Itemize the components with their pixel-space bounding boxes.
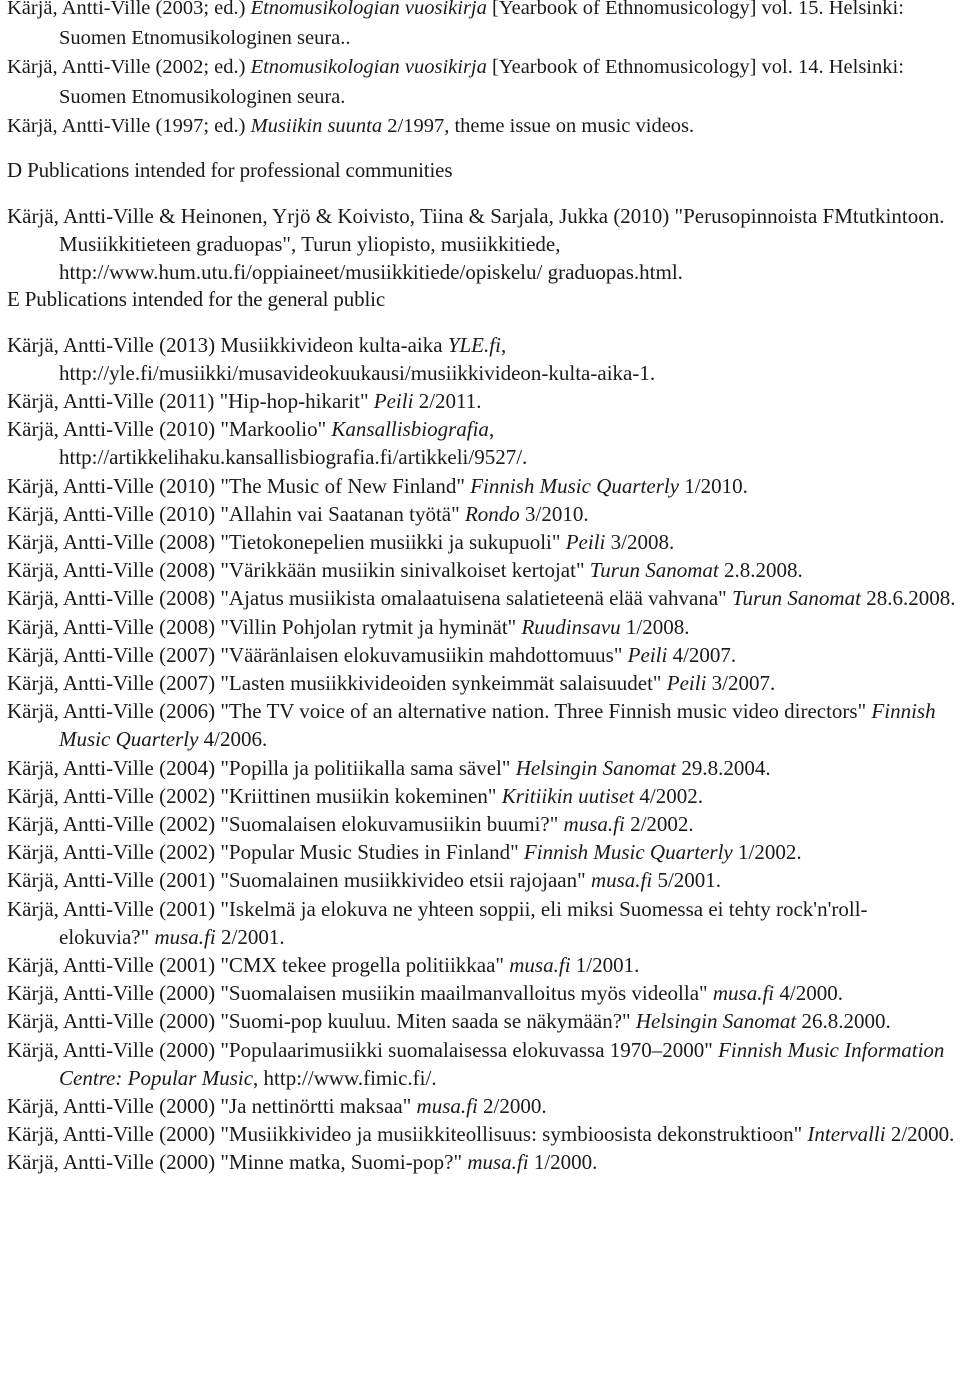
bibliography-entry: [7, 1007, 956, 1035]
entry-source-title: musa.fi: [712, 981, 775, 1006]
entry-source-title: musa.fi: [563, 812, 625, 837]
entry-source-title: Turun Sanomat: [589, 558, 719, 583]
entry-citation: Kärjä, Antti-Ville (2001) "Iskelmä ja elokuva ne yhteen soppii, eli miksi Suomessa ei tehty rock'n'roll-elokuvia?": [7, 896, 868, 949]
bibliography-list-top: [7, 0, 956, 142]
entry-citation: Kärjä, Antti-Ville (2008) "Värikkään musiikin sinivalkoiset kertojat": [7, 558, 590, 583]
entry-issue: 4/2002.: [634, 783, 703, 808]
entry-source-title: Etnomusikologian vuosikirja: [250, 0, 487, 19]
bibliography-entry: [7, 202, 956, 287]
entry-citation: Kärjä, Antti-Ville (2000) "Suomi-pop kuuluu. Miten saada se näkymään?": [7, 1009, 636, 1034]
entry-citation: Kärjä, Antti-Ville (2010) "Markoolio": [7, 417, 332, 442]
entry-citation: Kärjä, Antti-Ville (2000) "Minne matka, Suomi-pop?": [7, 1150, 468, 1175]
section-d-heading: D Publications intended for professional communities: [7, 157, 453, 182]
bibliography-entry: [7, 331, 956, 387]
entry-issue: , http://www.fimic.fi/.: [253, 1065, 437, 1090]
entry-source-title: Finnish Music Quarterly: [470, 473, 680, 498]
entry-issue: 1/2001.: [570, 953, 640, 978]
bibliography-entry: [7, 641, 956, 669]
entry-citation: Kärjä, Antti-Ville (2002) "Popular Music Studies in Finland": [7, 840, 524, 865]
entry-issue: 3/2008.: [605, 530, 675, 554]
entry-issue: 28.6.2008.: [860, 586, 956, 611]
entry-citation: Kärjä, Antti-Ville (2000) "Ja nettinörtti maksaa": [7, 1094, 417, 1119]
entry-issue: 1/2008.: [620, 614, 690, 639]
bibliography-entry: [7, 1120, 956, 1148]
entry-citation: Kärjä, Antti-Ville (2002) "Suomalaisen elokuvamusiikin buumi?": [7, 812, 564, 837]
entry-citation: Kärjä, Antti-Ville (2010) "Allahin vai Saatanan työtä": [7, 501, 465, 526]
entry-issue: , http://yle.fi/musiikki/musavideokuukausi/musiikkivideon-kulta-aika-1.: [59, 332, 656, 385]
entry-issue: 2/2001.: [215, 924, 285, 949]
entry-issue: 1/2010.: [679, 473, 748, 498]
bibliography-entry: [7, 979, 956, 1007]
entry-issue: 4/2006.: [198, 727, 268, 752]
entry-citation: Kärjä, Antti-Ville (2008) "Villin Pohjolan rytmit ja hyminät": [7, 614, 522, 639]
entry-citation: Kärjä, Antti-Ville (2008) "Ajatus musiikista omalaatuisena salatieteenä elää vahvana": [7, 586, 732, 611]
entry-source-title: Intervalli: [807, 1122, 886, 1147]
entry-source-title: Ruudinsavu: [521, 614, 621, 639]
entry-source-title: Finnish Music Information Centre: Popular Music: [59, 1037, 945, 1090]
section-e-list: [7, 331, 956, 1177]
entry-issue: 3/2010.: [519, 501, 589, 526]
section-d-list: [7, 202, 956, 287]
entry-citation: Kärjä, Antti-Ville (2007) "Vääränlaisen elokuvamusiikin mahdottomuus": [7, 642, 628, 667]
entry-issue: 1/2000.: [528, 1150, 598, 1175]
entry-issue: [Yearbook of Ethnomusicology] vol. 14. Helsinki: Suomen Etnomusikologinen seura.: [59, 56, 904, 108]
entry-source-title: musa.fi: [590, 868, 653, 893]
entry-citation: Kärjä, Antti-Ville & Heinonen, Yrjö & Koivisto, Tiina & Sarjala, Jukka (2010) "Perusopinnoista FMtutkintoon. Musiikkitieteen graduopas", Turun yliopisto, musiikkitiede, http://www.hum.utu.fi/oppiaineet/musiikkitiede/opiskelu/ graduopas.html.: [7, 203, 945, 285]
entry-source-title: Turun Sanomat: [731, 586, 861, 611]
entry-citation: Kärjä, Antti-Ville (2002; ed.): [7, 56, 251, 79]
bibliography-entry: [7, 415, 956, 471]
entry-citation: Kärjä, Antti-Ville (2007) "Lasten musiikkivideoiden synkeimmät salaisuudet": [7, 671, 667, 696]
entry-issue: 5/2001.: [652, 868, 722, 893]
entry-source-title: Finnish Music Quarterly: [59, 699, 936, 752]
entry-issue: 2/2002.: [624, 812, 694, 837]
entry-citation: Kärjä, Antti-Ville (2001) "CMX tekee progella politiikkaa": [7, 953, 510, 978]
entry-issue: 4/2007.: [667, 642, 737, 667]
entry-source-title: Musiikin suunta: [250, 115, 383, 138]
entry-source-title: YLE.fi: [447, 332, 501, 357]
bibliography-entry: [7, 556, 956, 584]
bibliography-entry: [7, 387, 956, 415]
entry-citation: Kärjä, Antti-Ville (2003; ed.): [7, 0, 251, 19]
entry-source-title: Rondo: [464, 501, 520, 526]
entry-issue: 2.8.2008.: [718, 558, 803, 583]
entry-issue: 26.8.2000.: [796, 1009, 891, 1034]
entry-issue: 4/2000.: [774, 981, 843, 1006]
entry-citation: Kärjä, Antti-Ville (2011) "Hip-hop-hikarit": [7, 388, 374, 413]
entry-issue: , http://artikkelihaku.kansallisbiografia.fi/artikkeli/9527/.: [59, 417, 528, 470]
bibliography-entry: [7, 669, 956, 697]
entry-source-title: Kansallisbiografia: [331, 417, 489, 442]
bibliography-entry: [7, 1092, 956, 1120]
bibliography-entry: [7, 528, 956, 556]
bibliography-entry: [7, 472, 956, 500]
bibliography-entry: [7, 53, 956, 112]
entry-citation: Kärjä, Antti-Ville (2006) "The TV voice of an alternative nation. Three Finnish music video directors": [7, 699, 872, 724]
entry-citation: Kärjä, Antti-Ville (2000) "Suomalaisen musiikin maailmanvalloitus myös videolla": [7, 981, 713, 1006]
bibliography-entry: [7, 500, 956, 528]
entry-source-title: musa.fi: [416, 1094, 478, 1119]
entry-citation: Kärjä, Antti-Ville (2008) "Tietokonepelien musiikki ja sukupuoli": [7, 530, 566, 554]
bibliography-entry: [7, 838, 956, 866]
entry-issue: [Yearbook of Ethnomusicology] vol. 15. Helsinki: Suomen Etnomusikologinen seura..: [59, 0, 904, 49]
entry-source-title: Peili: [373, 388, 414, 413]
bibliography-entry: [7, 584, 956, 612]
entry-issue: 2/2000.: [477, 1094, 547, 1119]
entry-citation: Kärjä, Antti-Ville (2013) Musiikkivideon kulta-aika: [7, 332, 448, 357]
entry-source-title: musa.fi: [467, 1150, 529, 1175]
entry-source-title: musa.fi: [509, 953, 571, 978]
bibliography-entry: [7, 1148, 956, 1176]
bibliography-entry: [7, 754, 956, 782]
bibliography-entry: [7, 0, 956, 53]
entry-source-title: Helsingin Sanomat: [515, 755, 677, 780]
entry-citation: Kärjä, Antti-Ville (2000) "Populaarimusiikki suomalaisessa elokuvassa 1970–2000": [7, 1037, 719, 1062]
entry-citation: Kärjä, Antti-Ville (2002) "Kriittinen musiikin kokeminen": [7, 783, 502, 808]
entry-citation: Kärjä, Antti-Ville (2001) "Suomalainen musiikkivideo etsii rajojaan": [7, 868, 591, 893]
entry-citation: Kärjä, Antti-Ville (2000) "Musiikkivideo ja musiikkiteollisuus: symbioosista dekonstruktioon": [7, 1122, 808, 1147]
bibliography-entry: [7, 866, 956, 894]
section-e-heading: E Publications intended for the general public: [7, 286, 385, 311]
entry-source-title: Helsingin Sanomat: [635, 1009, 797, 1034]
bibliography-entry: [7, 782, 956, 810]
entry-issue: 29.8.2004.: [676, 755, 771, 780]
entry-issue: 3/2007.: [706, 671, 776, 696]
entry-source-title: Peili: [627, 642, 668, 667]
entry-source-title: Kritiikin uutiset: [501, 783, 635, 808]
entry-citation: Kärjä, Antti-Ville (2004) "Popilla ja politiikalla sama sävel": [7, 755, 516, 780]
bibliography-entry: [7, 697, 956, 753]
entry-issue: 2/2000.: [885, 1122, 955, 1147]
entry-source-title: Peili: [666, 671, 707, 696]
entry-issue: 2/1997, theme issue on music videos.: [382, 115, 695, 138]
bibliography-entry: [7, 1036, 956, 1092]
entry-source-title: Etnomusikologian vuosikirja: [250, 56, 487, 79]
bibliography-entry: [7, 810, 956, 838]
bibliography-entry: [7, 951, 956, 979]
bibliography-entry: [7, 112, 956, 142]
entry-citation: Kärjä, Antti-Ville (1997; ed.): [7, 115, 251, 138]
entry-issue: 2/2011.: [413, 388, 482, 413]
bibliography-entry: [7, 895, 956, 951]
entry-source-title: musa.fi: [154, 924, 216, 949]
entry-issue: 1/2002.: [732, 840, 802, 865]
entry-citation: Kärjä, Antti-Ville (2010) "The Music of New Finland": [7, 473, 471, 498]
entry-source-title: Peili: [565, 530, 606, 554]
entry-source-title: Finnish Music Quarterly: [523, 840, 733, 865]
bibliography-entry: [7, 613, 956, 641]
